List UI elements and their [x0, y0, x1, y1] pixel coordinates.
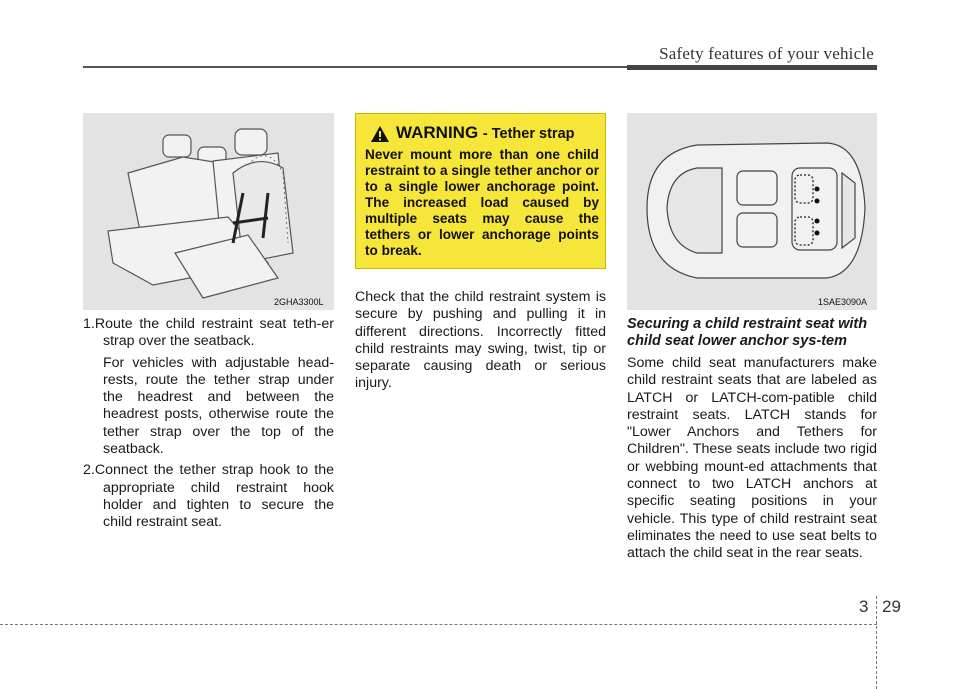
- vehicle-top-view-illustration: [627, 113, 877, 310]
- latch-anchor-drawing: [627, 113, 877, 310]
- page-number: 29: [882, 597, 901, 616]
- middle-paragraph: Check that the child restraint system is secure by pushing and pulling it in different directions. Incorrectly fitted child restraints may swing, twist, tip or separate causing death or serious injury.: [355, 289, 606, 392]
- figure-code-left: 2GHA3300L: [274, 297, 324, 307]
- step-2: 2.Connect the tether strap hook to the appropriate child restraint hook holder and tighten to secure the child restraint seat.: [83, 462, 334, 531]
- chapter-number: 3: [859, 597, 869, 616]
- warning-title-main: WARNING: [396, 123, 479, 142]
- header-title: Safety features of your vehicle: [659, 44, 874, 63]
- figure-code-right: 1SAE3090A: [818, 297, 868, 307]
- footer-divider: [876, 596, 877, 689]
- footer-rule: [0, 624, 877, 625]
- right-column: [627, 316, 877, 563]
- warning-triangle-icon: [370, 125, 390, 143]
- rear-seat-illustration: [83, 113, 334, 310]
- warning-body: Never mount more than one child restraint to a single tether anchor or to a single lower anchorage point. The increased load caused by multiple seats may cause the tethers or lower anchorage points to break.: [365, 147, 599, 258]
- left-column: [83, 316, 334, 532]
- header-rule-accent: [627, 65, 877, 70]
- warning-title: [396, 123, 575, 143]
- section-subheading: Securing a child restraint seat with child seat lower anchor sys-tem: [627, 316, 868, 349]
- warning-title-sub: - Tether strap: [482, 126, 575, 142]
- step-1-note: For vehicles with adjustable head-rests, route the tether strap under the headrest and between the headrest posts, otherwise route the tether strap over the top of the seatback.: [103, 354, 334, 458]
- child-seat-drawing: [83, 113, 334, 310]
- warning-box: [355, 113, 606, 269]
- middle-column: [355, 289, 606, 393]
- step-1: 1.Route the child restraint seat teth-er strap over the seatback.: [83, 316, 334, 350]
- right-paragraph: Some child seat manufacturers make child restraint seats that are labeled as LATCH or LATCH-com-patible child restraint seats. LATCH stands for "Lower Anchors and Tethers for Children". These seats include two rigid or webbing mount-ed attachments that connect to two LATCH anchors at specific seating positions in your vehicle. This type of child restraint seat eliminates the need to use seat belts to attach the child seat in the rear seats.: [627, 355, 877, 562]
